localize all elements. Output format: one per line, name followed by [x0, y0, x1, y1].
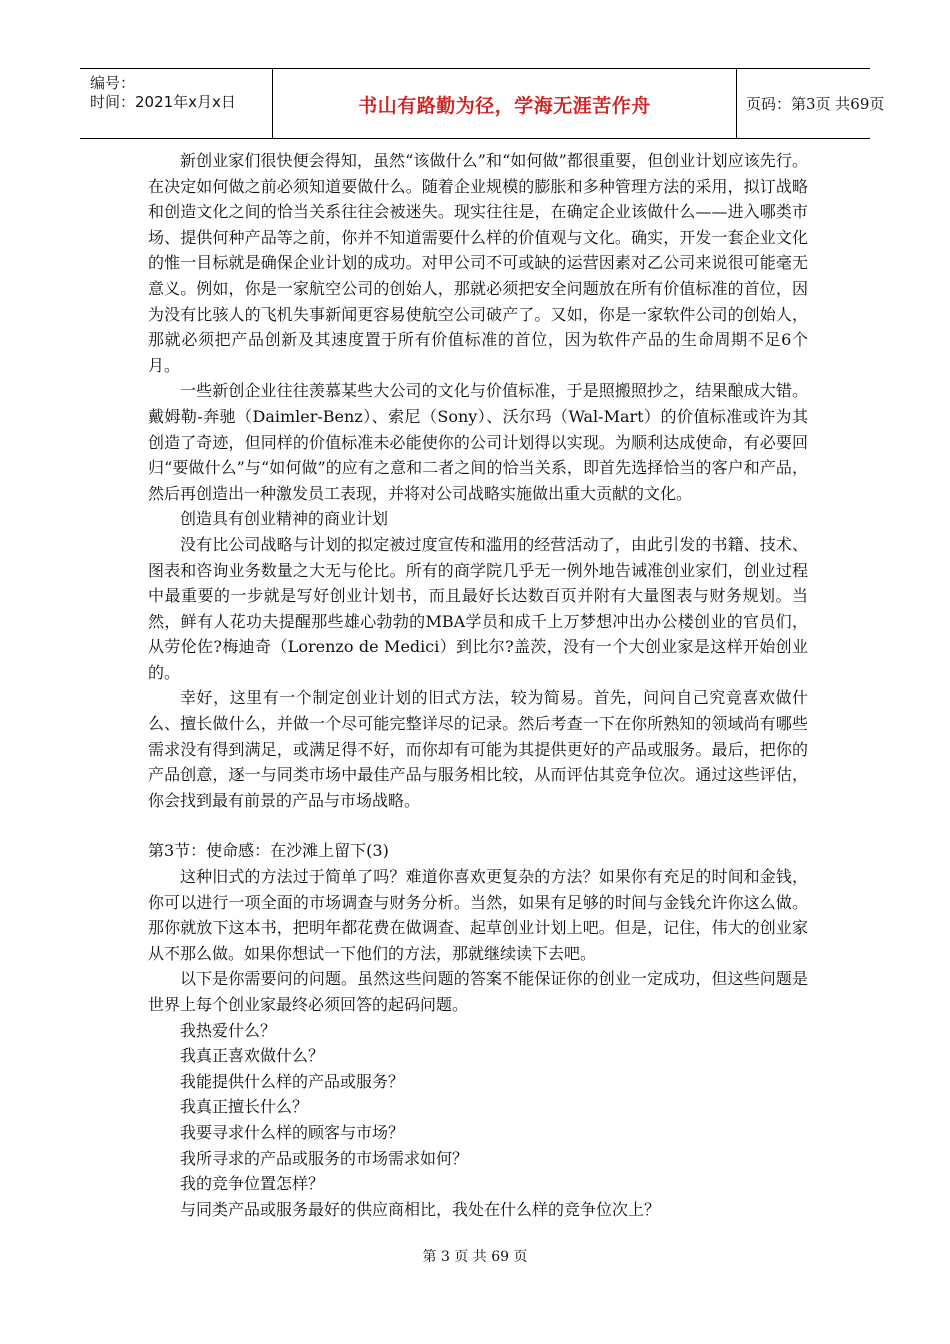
header-info-cell	[80, 69, 273, 138]
question-item: 我能提供什么样的产品或服务？	[180, 1071, 405, 1091]
header-page-cell	[737, 69, 885, 138]
header-motto-cell	[273, 69, 737, 138]
document-number-label: 编号：	[90, 74, 136, 92]
question-item: 我真正擅长什么？	[180, 1097, 309, 1117]
body-paragraph: 新创业家们很快便会得知，虽然“该做什么”和“如何做”都很重要，但创业计划应该先行。在决定如何做之前必须知道要做什么。随着企业规模的膨胀和多种管理方法的采用，拟订战略和创造文化之间的恰当关系往往会被迷失。现实往往是，在确定企业该做什么——进入哪类市场、提供何种产品等之前，你并不知道需要什么样的价值观与文化。确实，开发一套企业文化的惟一目标就是确保企业计划的成功。对甲公司不可或缺的运营因素对乙公司来说很可能毫无意义。例如，你是一家航空公司的创始人，那就必须把安全问题放在所有价值标准的首位，因为没有比骇人的飞机失事新闻更容易使航空公司破产了。又如，你是一家软件公司的创始人，那就必须把产品创新及其速度置于所有价值标准的首位，因为软件产品的生命周期不足6个月。	[148, 151, 808, 375]
body-paragraph: 以下是你需要问的问题。虽然这些问题的答案不能保证你的创业一定成功，但这些问题是世界上每个创业家最终必须回答的起码问题。	[148, 969, 808, 1014]
question-item: 我所寻求的产品或服务的市场需求如何？	[180, 1148, 469, 1168]
page-header	[80, 68, 885, 139]
section-title: 第3节：使命感：在沙滩上留下(3)	[148, 841, 389, 861]
page-footer: 第 3 页 共 69 页	[422, 1249, 528, 1265]
header-page-number: 页码：第3页 共69页	[746, 95, 885, 113]
document-date-label: 时间：2021年x月x日	[90, 93, 236, 111]
question-item: 我要寻求什么样的顾客与市场？	[180, 1122, 405, 1142]
body-paragraph: 没有比公司战略与计划的拟定被过度宣传和滥用的经营活动了，由此引发的书籍、技术、图表和咨询业务数量之大无与伦比。所有的商学院几乎无一例外地告诫准创业家们，创业过程中最重要的一步就是写好创业计划书，而且最好长达数百页并附有大量图表与财务规划。当然，鲜有人花功夫提醒那些雄心勃勃的MBA学员和成千上万梦想冲出办公楼创业的官员们，从劳伦佐?梅迪奇（Lorenzo de Medici）到比尔?盖茨，没有一个大创业家是这样开始创业的。	[148, 534, 808, 682]
body-paragraph: 这种旧式的方法过于简单了吗？难道你喜欢更复杂的方法？如果你有充足的时间和金钱，你可以进行一项全面的市场调查与财务分析。当然，如果有足够的时间与金钱允许你这么做。那你就放下这本书，把明年都花费在做调查、起草创业计划上吧。但是，记住，伟大的创业家从不那么做。如果你想试一下他们的方法，那就继续读下去吧。	[148, 867, 808, 963]
subheading: 创造具有创业精神的商业计划	[180, 509, 389, 529]
body-paragraph: 一些新创企业往往羡慕某些大公司的文化与价值标准，于是照搬照抄之，结果酿成大错。戴姆勒-奔驰（Daimler-Benz）、索尼（Sony）、沃尔玛（Wal-Mart）的价值标准或许为其创造了奇迹，但同样的价值标准未必能使你的公司计划得以实现。为顺利达成使命，有必要回归“要做什么”与“如何做”的应有之意和二者之间的恰当关系，即首先选择恰当的客户和产品，然后再创造出一种激发员工表现，并将对公司战略实施做出重大贡献的文化。	[148, 381, 808, 503]
question-item: 与同类产品或服务最好的供应商相比，我处在什么样的竞争位次上？	[180, 1199, 661, 1219]
body-paragraph: 幸好，这里有一个制定创业计划的旧式方法，较为简易。首先，问问自己究竟喜欢做什么、擅长做什么，并做一个尽可能完整详尽的记录。然后考查一下在你所熟知的领域尚有哪些需求没有得到满足，或满足得不好，而你却有可能为其提供更好的产品或服务。最后，把你的产品创意，逐一与同类市场中最佳产品与服务相比较，从而评估其竞争位次。通过这些评估，你会找到最有前景的产品与市场战略。	[148, 688, 808, 810]
question-item: 我热爱什么？	[180, 1020, 277, 1040]
header-motto: 书山有路勤为径，学海无涯苦作舟	[358, 95, 651, 117]
question-item: 我的竞争位置怎样？	[180, 1174, 325, 1194]
document-body	[148, 148, 808, 1222]
question-item: 我真正喜欢做什么？	[180, 1046, 325, 1066]
